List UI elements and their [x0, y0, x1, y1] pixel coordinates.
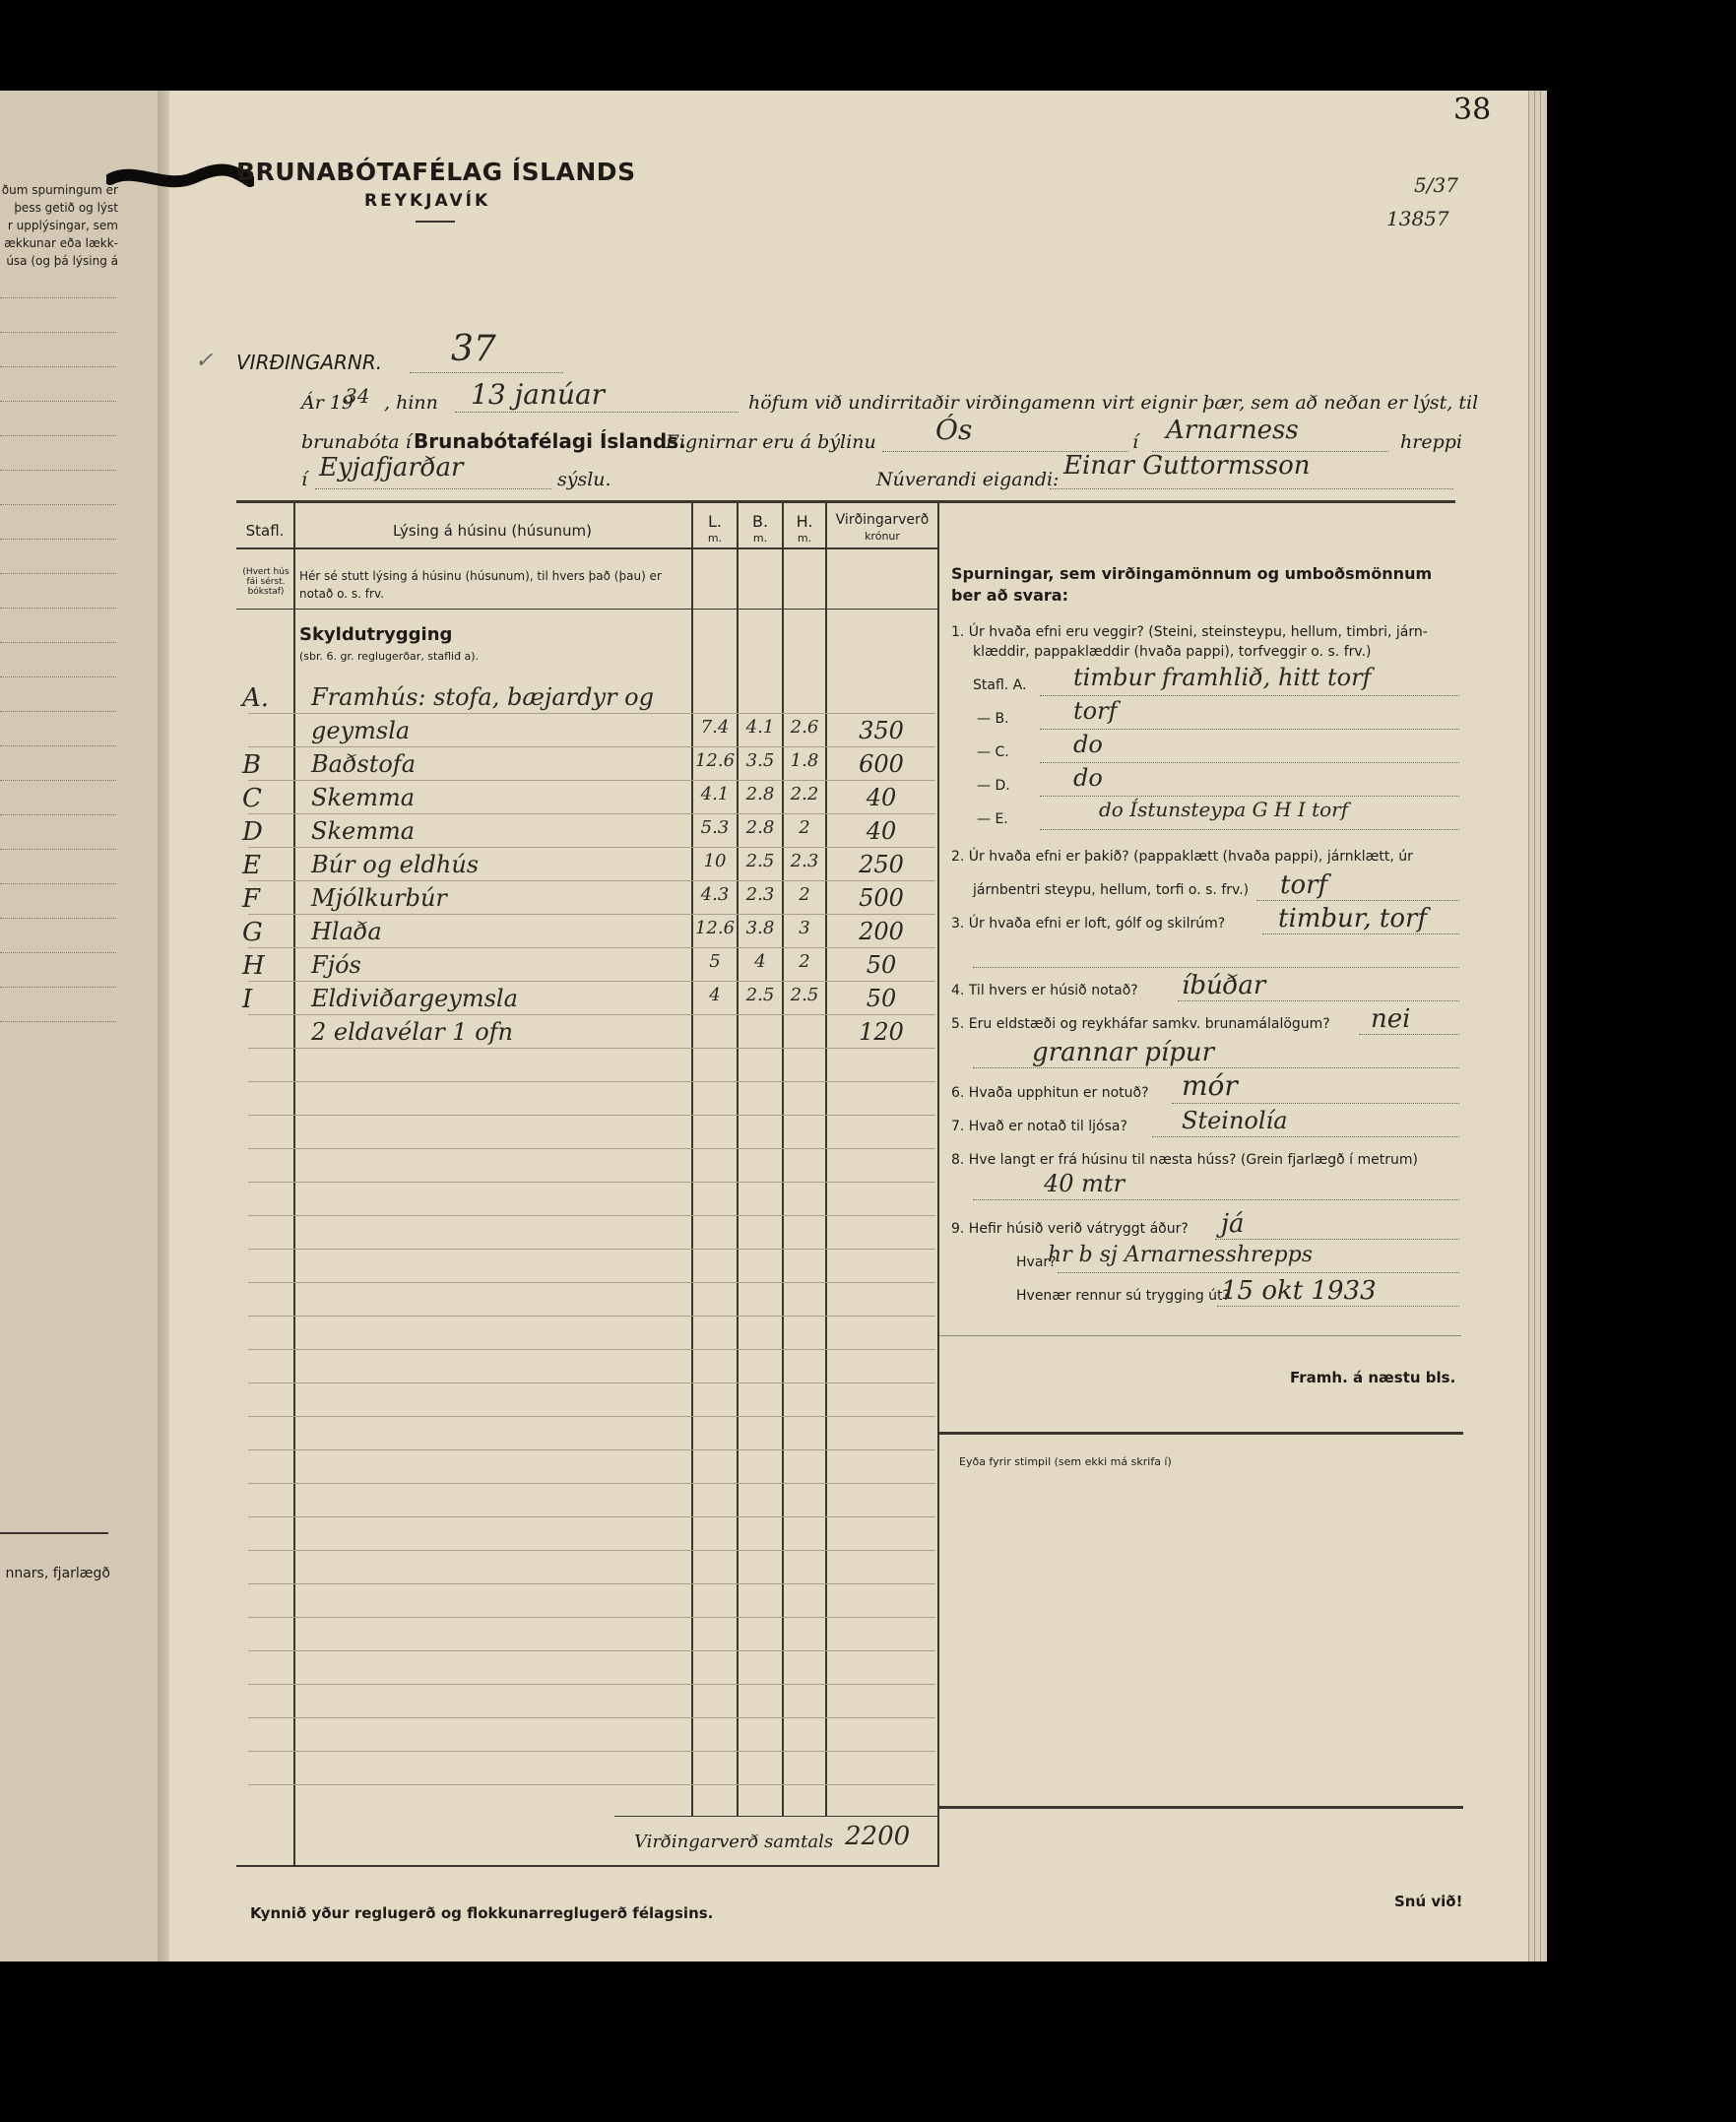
table-rule [248, 1583, 935, 1584]
table-rule [248, 947, 935, 948]
farm-value: Ós [935, 414, 973, 446]
reference-number: 13857 [1386, 207, 1449, 230]
table-rule [248, 1014, 935, 1015]
row-h: 2 [799, 884, 810, 905]
row-l: 4 [709, 985, 721, 1005]
question-1b: klæddir, pappaklæddir (hvaða pappi), torfveggir o. s. frv.) [973, 644, 1372, 660]
row-value: 40 [866, 784, 897, 811]
row-l: 5.3 [700, 817, 730, 838]
company-name: BRUNABÓTAFÉLAG ÍSLANDS [236, 158, 636, 186]
table-rule [248, 1282, 935, 1283]
wall-answer-line [1040, 695, 1459, 696]
row-letter: I [242, 985, 253, 1014]
row-value: 250 [859, 851, 904, 878]
row-value: 350 [859, 717, 904, 744]
answer-9-hvenaer: 15 okt 1933 [1221, 1276, 1377, 1306]
wall-label: — E. [977, 811, 1008, 827]
row-b: 2.3 [745, 884, 775, 905]
company-city: REYKJAVÍK [364, 191, 491, 211]
row-letter: E [242, 851, 261, 880]
row-value: 50 [866, 951, 897, 979]
table-rule [248, 1550, 935, 1551]
answer-9-hvenaer-line [1217, 1306, 1459, 1307]
row-value: 500 [859, 884, 904, 912]
page-edge [1540, 91, 1547, 1961]
table-rule [248, 1316, 935, 1317]
row-letter: F [242, 884, 261, 914]
wall-answer: do Ístunsteypa G H I torf [1099, 798, 1349, 821]
table-rule [248, 1148, 935, 1149]
answer-4-line [1178, 1000, 1459, 1001]
hinn-label: , hinn [384, 392, 438, 414]
table-divider [691, 502, 693, 1816]
header-rule [416, 221, 455, 223]
row-l: 7.4 [700, 717, 730, 738]
stamp-top-rule [939, 1432, 1463, 1435]
wall-label: Stafl. A. [973, 677, 1027, 693]
owner-line [1050, 488, 1453, 489]
wall-answer: do [1073, 731, 1103, 758]
date-value: 13 janúar [471, 378, 606, 411]
row-b: 3.5 [745, 750, 775, 771]
table-rule [248, 1617, 935, 1618]
header-stafl: Stafl. [245, 522, 285, 540]
fragment-line: ækkunar eða lækk- [4, 236, 118, 250]
row-b: 3.8 [745, 918, 775, 938]
table-rule [248, 1784, 935, 1785]
row-desc: Baðstofa [311, 750, 416, 778]
table-rule [248, 981, 935, 982]
wall-answer-line [1040, 729, 1459, 730]
answer-9-hvar-line [1058, 1272, 1459, 1273]
wall-answer: torf [1073, 697, 1118, 725]
questions-title: Spurningar, sem virðingamönnum og umboðsmönnum ber að svara: [951, 564, 1433, 605]
row-value: 120 [859, 1018, 904, 1046]
date-line [455, 412, 739, 413]
wall-answer: timbur framhlið, hitt torf [1073, 664, 1372, 691]
table-rule [248, 813, 935, 814]
checkmark: ✓ [195, 349, 214, 373]
question-2b: járnbentri steypu, hellum, torfi o. s. frv.) [973, 882, 1250, 898]
header-h: H. [796, 512, 813, 531]
row-value: 600 [859, 750, 904, 778]
row-h: 3 [799, 918, 810, 938]
question-2: 2. Úr hvaða efni er þakið? (pappaklætt (hvaða pappi), járnklætt, úr [951, 849, 1413, 865]
county-line [315, 488, 551, 489]
header-lysing: Lýsing á húsinu (húsunum) [392, 522, 593, 540]
answer-9-hvar: hr b sj Arnarnesshrepps [1048, 1243, 1313, 1267]
answer-4: íbúðar [1182, 971, 1266, 1000]
brunabota-label: brunabóta í [301, 431, 412, 453]
row-l: 4.1 [700, 784, 730, 804]
row-h: 2 [799, 951, 810, 972]
subheader-stafl: (Hvert hús fái sérst. bókstaf) [242, 567, 289, 597]
table-subheader-rule [236, 609, 937, 610]
table-header-rule [236, 547, 937, 549]
virdingarnr-line [410, 372, 563, 373]
table-rule [248, 1215, 935, 1216]
question-9-hvenaer: Hvenær rennur sú trygging út? [1016, 1288, 1230, 1304]
wall-answer-line [1040, 796, 1459, 797]
row-h: 2.3 [790, 851, 819, 871]
row-l: 10 [703, 851, 727, 871]
wall-answer: do [1073, 764, 1103, 792]
company-inline: Brunabótafélagi Íslands. [414, 429, 686, 453]
section-subtitle: (sbr. 6. gr. reglugerðar, stafliđ a). [299, 650, 480, 663]
row-b: 4.1 [745, 717, 775, 738]
table-rule [248, 914, 935, 915]
wall-label: — D. [977, 778, 1010, 794]
row-h: 2.2 [790, 784, 819, 804]
row-l: 4.3 [700, 884, 730, 905]
row-value: 200 [859, 918, 904, 945]
table-bottom-rule [236, 1865, 939, 1867]
table-rule [248, 880, 935, 881]
answer-3-line [1262, 933, 1459, 934]
section-rule [236, 500, 1455, 503]
wall-label: — B. [977, 711, 1009, 727]
table-rule [248, 1081, 935, 1082]
table-divider [825, 502, 827, 1816]
question-9-hvar: Hvar? [1016, 1254, 1057, 1270]
row-desc: Skemma [311, 784, 416, 811]
table-rule [248, 1483, 935, 1484]
row-b: 2.8 [745, 784, 775, 804]
left-page [0, 91, 169, 1961]
i-label: í [1132, 431, 1139, 453]
year-value: 34 [345, 384, 370, 408]
total-label: Virðingarverð samtals [634, 1832, 834, 1852]
county-value: Eyjafjarðar [319, 453, 464, 482]
question-9: 9. Hefir húsið verið vátryggt áður? [951, 1221, 1189, 1237]
table-rule [248, 1516, 935, 1517]
fragment-line: r upplýsingar, sem [7, 219, 118, 232]
header-b-unit: m. [752, 532, 768, 545]
row-desc: Hlaða [311, 918, 382, 945]
owner-label: Núverandi eigandi: [876, 469, 1060, 490]
row-letter: G [242, 918, 263, 947]
question-6: 6. Hvaða upphitun er notuð? [951, 1085, 1149, 1101]
byli-label: Eignirnar eru á býlinu [666, 431, 876, 453]
question-3: 3. Úr hvaða efni er loft, gólf og skilrúm? [951, 916, 1226, 932]
row-b: 2.5 [745, 985, 775, 1005]
intro-text: höfum við undirritaðir virðingamenn virt eignir þær, sem að neðan er lýst, til [748, 392, 1479, 414]
reference-fraction: 5/37 [1414, 173, 1458, 197]
row-desc: Eldiviðargeymsla [311, 985, 518, 1012]
row-desc: Fjós [311, 951, 361, 979]
answer-6: mór [1182, 1069, 1238, 1102]
table-rule [248, 780, 935, 781]
answer-3-line-2 [973, 967, 1459, 968]
row-desc: geymsla [311, 717, 411, 744]
row-h: 2 [799, 817, 810, 838]
table-divider [737, 502, 739, 1816]
fragment-line: þess getið og lýst [14, 201, 118, 215]
table-rule [248, 1650, 935, 1651]
row-desc: Búr og eldhús [311, 851, 480, 878]
row-value: 40 [866, 817, 897, 845]
header-l: L. [708, 512, 722, 531]
hreppi-label: hreppi [1400, 431, 1462, 453]
district-value: Arnarness [1166, 416, 1299, 445]
row-letter: H [242, 951, 265, 981]
section-title: Skyldutrygging [299, 624, 453, 645]
table-rule [248, 1717, 935, 1718]
page-number: 38 [1453, 93, 1492, 127]
answer-5b-line [973, 1067, 1459, 1068]
footer-left: Kynnið yður reglugerð og flokkunarreglugerð félagsins. [250, 1904, 714, 1922]
table-rule [248, 1048, 935, 1049]
row-desc: Framhús: stofa, bæjardyr og [311, 683, 654, 711]
table-rule [248, 1684, 935, 1685]
header-l-unit: m. [707, 532, 723, 545]
table-rule [248, 1182, 935, 1183]
answer-8: 40 mtr [1044, 1170, 1125, 1197]
row-letter: D [242, 817, 263, 847]
question-7: 7. Hvað er notað til ljósa? [951, 1119, 1127, 1134]
question-4: 4. Til hvers er húsið notað? [951, 983, 1138, 998]
row-letter: B [242, 750, 262, 780]
row-h: 2.5 [790, 985, 819, 1005]
fragment-line: úsa (og þá lýsing á [6, 254, 118, 268]
table-rule [248, 1449, 935, 1450]
table-rule [248, 1751, 935, 1752]
answer-5: nei [1371, 1004, 1411, 1034]
table-rule [248, 1115, 935, 1116]
stamp-note: Eyða fyrir stimpil (sem ekki má skrifa í) [959, 1455, 1172, 1468]
continued-note: Framh. á næstu bls. [1290, 1369, 1456, 1386]
answer-2-line [1256, 900, 1459, 901]
table-divider [293, 502, 295, 1867]
answer-2: torf [1280, 870, 1328, 900]
row-h: 1.8 [790, 750, 819, 771]
table-rule [248, 1416, 935, 1417]
header-b: B. [751, 512, 769, 531]
row-h: 2.6 [790, 717, 819, 738]
answer-7: Steinolía [1182, 1107, 1288, 1134]
virdingarnr-label: VIRÐINGARNR. [236, 351, 383, 374]
row-b: 2.8 [745, 817, 775, 838]
stamp-bottom-rule [939, 1806, 1463, 1809]
wall-label: — C. [977, 744, 1009, 760]
table-rule [248, 713, 935, 714]
row-b: 2.5 [745, 851, 775, 871]
table-rule [248, 1249, 935, 1250]
total-value: 2200 [845, 1822, 911, 1851]
answer-6-line [1172, 1103, 1459, 1104]
table-divider [937, 502, 939, 1867]
header-virdingarverd: Virðingarverð [835, 512, 930, 528]
answer-8-line [973, 1199, 1459, 1200]
table-rule [248, 1349, 935, 1350]
owner-value: Einar Guttormsson [1063, 451, 1311, 481]
row-l: 5 [709, 951, 721, 972]
wall-answer-line [1040, 829, 1459, 830]
question-1: 1. Úr hvaða efni eru veggir? (Steini, steinsteypu, hellum, timbri, járn- [951, 624, 1428, 640]
row-desc: Skemma [311, 817, 416, 845]
row-value: 50 [866, 985, 897, 1012]
row-l: 12.6 [694, 918, 736, 938]
answer-5b: grannar pípur [1032, 1038, 1215, 1067]
left-page-fragment [0, 181, 118, 270]
row-letter: A. [242, 683, 270, 713]
answer-3: timbur, torf [1278, 904, 1428, 933]
wall-answer-line [1040, 762, 1459, 763]
header-kronur: krónur [865, 530, 900, 543]
row-letter: C [242, 784, 262, 813]
footer-right: Snú við! [1394, 1893, 1463, 1910]
syslu-label: sýslu. [557, 469, 611, 490]
answer-9-line [1215, 1239, 1459, 1240]
question-8: 8. Hve langt er frá húsinu til næsta húss? (Grein fjarlægð í metrum) [951, 1152, 1418, 1168]
answer-5-line [1359, 1034, 1459, 1035]
answer-9: já [1221, 1209, 1245, 1239]
answer-7-line [1152, 1136, 1459, 1137]
left-page-bottom-text: nnars, fjarlægð [5, 1566, 110, 1581]
fragment-line: ðum spurningum er [1, 183, 118, 197]
i2-label: í [301, 469, 308, 490]
table-divider [782, 502, 784, 1816]
row-b: 4 [754, 951, 766, 972]
virdingarnr-value: 37 [451, 329, 496, 369]
total-rule [614, 1816, 937, 1817]
table-rule [248, 847, 935, 848]
header-h-unit: m. [797, 532, 812, 545]
row-desc: 2 eldavélar 1 ofn [311, 1018, 513, 1046]
row-l: 12.6 [694, 750, 736, 771]
questions-end-rule [939, 1335, 1461, 1336]
subheader-desc: Hér sé stutt lýsing á húsinu (húsunum), til hvers það (þau) er notað o. s. frv. [299, 569, 662, 601]
question-5: 5. Eru eldstæði og reykháfar samkv. brunamálalögum? [951, 1016, 1330, 1032]
year-label: Ár 19 [301, 392, 354, 414]
row-desc: Mjólkurbúr [311, 884, 447, 912]
table-rule [248, 746, 935, 747]
binding-string [106, 161, 254, 197]
